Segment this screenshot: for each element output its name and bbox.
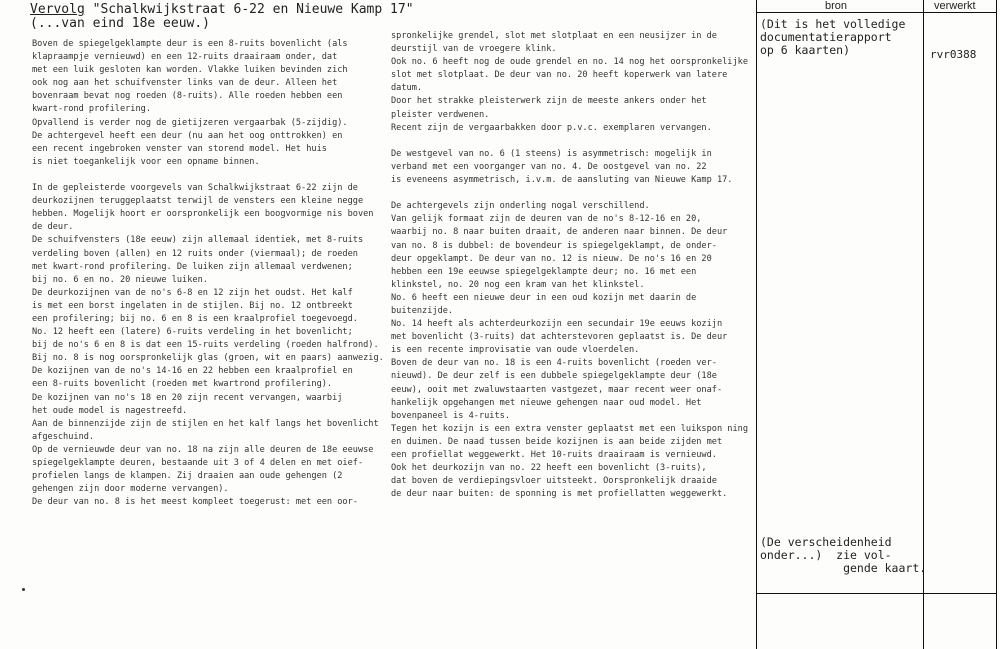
text-line: van no. 8 is dubbel: de bovendeur is spiegelgeklampt, de onder- — [391, 240, 717, 251]
card-subtitle: (...van eind 18e eeuw.) — [30, 16, 211, 31]
text-line: profielen langs de klampen. Zij draaien aan oude gehengen (2 — [32, 471, 343, 482]
text-line: is een recente improvisatie van oude vloerdelen. — [391, 345, 640, 356]
text-line — [391, 187, 748, 200]
right-border-rule — [996, 0, 997, 649]
text-line: kwart-rond profilering. — [32, 104, 151, 115]
text-line: waarbij no. 8 naar buiten draait, de anderen naar binnen. De deur — [391, 227, 728, 238]
text-line: Aan de binnenzijde zijn de stijlen en het kalf langs het bovenlicht — [32, 418, 379, 429]
text-line: Door het strakke pleisterwerk zijn de meeste ankers onder het — [391, 96, 707, 107]
text-line: datum. — [391, 83, 423, 94]
text-line: een recent ingebroken venster van storend model. Het huis — [32, 143, 327, 154]
text-line: No. 6 heeft een nieuwe deur in een oud kozijn met daarin de — [391, 292, 697, 303]
text-line: Bij no. 8 is nog oorspronkelijk glas (groen, wit en paars) aanwezig. — [32, 353, 384, 364]
text-line: Ook het deurkozijn van no. 22 heeft een bovenlicht (3-ruits), — [391, 463, 707, 474]
text-line — [32, 169, 384, 182]
text-line: Op de vernieuwde deur van no. 18 na zijn alle deuren de 18e eeuwse — [32, 444, 374, 455]
text-line: bij no. 6 en no. 20 nieuwe luiken. — [32, 274, 208, 285]
text-line: verband met een voorganger van no. 4. De oostgevel van no. 22 — [391, 161, 707, 172]
text-line: hebben. Mogelijk hoort er oorspronkelijk een boogvormige nis boven — [32, 209, 374, 220]
text-line: dat boven de verdiepingsvloer uitsteekt. Oorspronkelijk draaide — [391, 476, 717, 487]
text-line: Recent zijn de vergaarbakken door p.v.c. exemplaren vervangen. — [391, 122, 712, 133]
text-line: een profilering; bij no. 6 en 8 is een kraalprofiel toegevoegd. — [32, 313, 358, 324]
card-title: "Schalkwijkstraat 6-22 en Nieuwe Kamp 17" — [84, 2, 414, 17]
text-line: De achtergevel heeft een deur (nu aan het oog onttrokken) en — [32, 130, 343, 141]
text-line — [391, 135, 748, 148]
text-line: een 8-ruits bovenlicht (roeden met kwartrond profilering). — [32, 379, 333, 390]
vervolg-label: Vervolg — [30, 2, 85, 17]
text-line: afgeschuind. — [32, 431, 95, 442]
text-line: met bovenlicht (3-ruits) dat achterstevoren geplaatst is. De deur — [391, 332, 728, 343]
text-line: bovenraam bevat nog roeden (8-ruits). Alle roeden hebben een — [32, 91, 343, 102]
text-line: Tegen het kozijn is een extra venster geplaatst met een luikspon ning — [391, 423, 748, 434]
text-line: Boven de deur van no. 18 is een 4-ruits bovenlicht (roeden ver- — [391, 358, 717, 369]
text-line: klapraampje vernieuwd) en een 12-ruits draairaam onder, dat — [32, 52, 338, 63]
text-line: buitenzijde. — [391, 305, 454, 316]
text-line: Van gelijk formaat zijn de deuren van de no's 8-12-16 en 20, — [391, 214, 702, 225]
bron-note-bottom: (De verscheidenheid onder...) zie vol- gende kaart. — [760, 535, 927, 575]
text-column-left — [32, 38, 384, 509]
text-line: pleister verdwenen. — [391, 109, 490, 120]
bron-left-rule — [756, 0, 757, 649]
verwerkt-header: verwerkt — [934, 0, 976, 12]
text-line: nieuwd). De deur zelf is een dubbele spiegelgeklampte deur (18e — [391, 371, 717, 382]
text-line: deurstijl van de vroegere klink. — [391, 44, 557, 55]
text-line: spiegelgeklampte deuren, bestaande uit 3 of 4 delen en met oief- — [32, 458, 364, 468]
text-line: De deur van no. 8 is het meest kompleet toegerust: met een oor- — [32, 497, 358, 508]
margin-dot — [22, 588, 25, 591]
text-line: De deurkozijnen van de no's 6-8 en 12 zijn het oudst. Het kalf — [32, 287, 353, 298]
text-line: ook nog aan het schuifvenster links van de deur. Alleen het — [32, 78, 338, 89]
text-line: deurkozijnen teruggeplaatst terwijl de vensters een kleine negge — [32, 196, 364, 207]
text-line: De schuifvensters (18e eeuw) zijn allemaal identiek, met 8-ruits — [32, 235, 364, 246]
text-line: is niet toegankelijk voor een opname binnen. — [32, 156, 260, 167]
card-heading — [30, 3, 414, 31]
text-line: Boven de spiegelgeklampte deur is een 8-ruits bovenlicht (als — [32, 39, 348, 49]
text-line: het oude model is nagestreefd. — [32, 405, 188, 416]
bron-header: bron — [825, 0, 848, 12]
text-line: en duimen. De naad tussen beide kozijnen is aan beide zijden met — [391, 436, 723, 447]
text-column-right — [391, 30, 748, 501]
text-line: is eveneens asymmetrisch, i.v.m. de aansluting van Nieuwe Kamp 17. — [391, 175, 733, 186]
bottom-rule — [756, 593, 997, 594]
text-line: Ook no. 6 heeft nog de oude grendel en no. 14 nog het oorspronkelijke — [391, 57, 748, 68]
text-line: hankelijk opgehangen met nieuwe gehengen naar oud model. Het — [391, 397, 702, 408]
verwerkt-code: rvr0388 — [930, 48, 977, 61]
header-rule — [756, 12, 997, 13]
text-line: No. 12 heeft een (latere) 6-ruits verdeling in het bovenlicht; — [32, 327, 353, 338]
text-line: met een luik gesloten kan worden. Vlakke luiken bevinden zich — [32, 65, 348, 76]
text-line: klinkstel, no. 20 nog een kram van het klinkstel. — [391, 279, 645, 290]
text-line: Opvallend is verder nog de gietijzeren vergaarbak (5-zijdig). — [32, 117, 348, 128]
text-line: een profiellat weggewerkt. Het 10-ruits draairaam is vernieuwd. — [391, 450, 717, 460]
text-line: De kozijnen van de no's 14-16 en 22 hebben een kraalprofiel en — [32, 366, 353, 377]
bron-note-top: (Dit is het volledige documentatierapport op 6 kaarten) — [760, 17, 906, 57]
text-line: De westgevel van no. 6 (1 steens) is asymmetrisch: mogelijk in — [391, 148, 712, 159]
text-line: eeuw), ooit met zwaluwstaarten vastgezet, maar recent weer onaf- — [391, 384, 723, 395]
text-line: deur opgeklampt. De deur van no. 12 is nieuw. De no's 16 en 20 — [391, 253, 712, 264]
text-line: de deur naar buiten: de sponning is met profiellatten weggewerkt. — [391, 489, 728, 500]
text-line: de deur. — [32, 222, 74, 233]
text-line: verdeling boven (allen) en 12 ruits onder (viermaal); de roeden — [32, 248, 358, 259]
text-line: spronkelijke grendel, slot met slotplaat en een neusijzer in de — [391, 31, 717, 41]
text-line: is met een borst ingelaten in de stijlen. Bij no. 12 ontbreekt — [32, 300, 353, 311]
text-line: gehengen zijn door moderne vervangen). — [32, 484, 229, 495]
text-line: No. 14 heeft als achterdeurkozijn een secundair 19e eeuws kozijn — [391, 319, 723, 330]
text-line: met kwart-rond profilering. De luiken zijn allemaal verdwenen; — [32, 261, 353, 272]
text-line: bij de no's 6 en 8 is dat een 15-ruits verdeling (roeden halfrond). — [32, 340, 379, 351]
text-line: hebben een 19e eeuwse spiegelgeklampte deur; no. 16 met een — [391, 266, 697, 277]
text-line: bovenpaneel is 4-ruits. — [391, 410, 510, 421]
text-line: In de gepleisterde voorgevels van Schalkwijkstraat 6-22 zijn de — [32, 183, 358, 194]
text-line: De kozijnen van no's 18 en 20 zijn recent vervangen, waarbij — [32, 392, 343, 403]
text-line: De achtergevels zijn onderling nogal verschillend. — [391, 201, 650, 212]
text-line: slot met slotplaat. De deur van no. 20 heeft koperwerk van latere — [391, 70, 728, 81]
